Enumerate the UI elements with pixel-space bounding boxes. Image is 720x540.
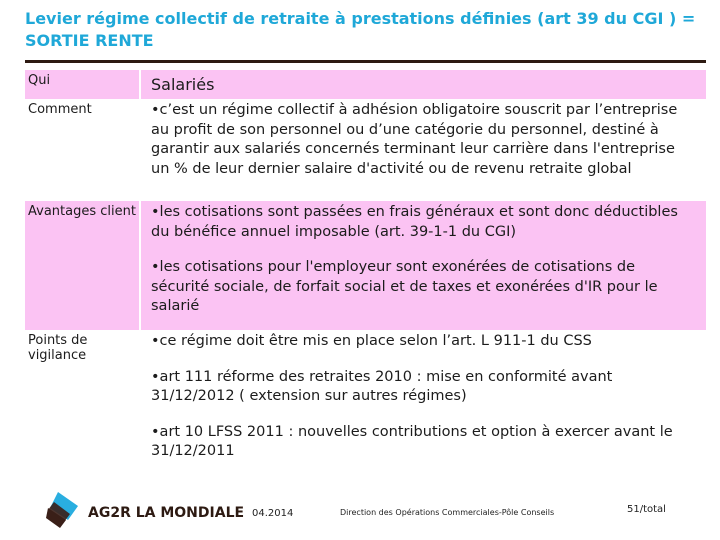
table-row [25,201,706,330]
row-text: •art 111 réforme des retraites 2010 : mise en conformité avant 31/12/2012 ( extension sur autres régimes) [151,368,613,404]
info-table [23,70,708,470]
table-row [25,70,706,99]
title-divider [25,60,706,63]
row-label: Points de vigilance [28,333,88,363]
table-row [25,330,706,470]
footer-date: 04.2014 [252,508,294,519]
ag2r-logo-icon [44,490,84,530]
page-number: 51/total [627,504,666,515]
row-label: Qui [25,70,139,99]
row-text: •les cotisations sont passées en frais généraux et sont donc déductibles du bénéfice annuel imposable (art. 39-1-1 du CGI) [151,204,678,240]
table-row [25,99,706,201]
logo-text: AG2R LA MONDIALE [88,505,245,521]
row-text: Salariés [151,75,215,94]
row-text: •les cotisations pour l'employeur sont exonérées de cotisations de sécurité sociale, de forfait social et de taxes et exonérées d'IR pour le salarié [151,259,658,314]
footer-department: Direction des Opérations Commerciales-Pôle Conseils [340,508,555,517]
row-text: •art 10 LFSS 2011 : nouvelles contributions et option à exercer avant le 31/12/2011 [151,423,673,459]
row-label: Comment [28,102,92,117]
row-text: •c’est un régime collectif à adhésion obligatoire souscrit par l’entreprise au profit de son personnel ou d’une catégorie du personnel, destiné à garantir aux salariés concernés terminant leur carrière dans l'entreprise un % de leur dernier salaire d'activité ou de revenu retraite global [151,102,678,177]
slide-title: Levier régime collectif de retraite à prestations définies (art 39 du CGI ) = SORTIE RENTE [25,9,696,50]
row-label: Avantages client [25,201,139,330]
row-text: •ce régime doit être mis en place selon l’art. L 911-1 du CSS [151,333,592,349]
